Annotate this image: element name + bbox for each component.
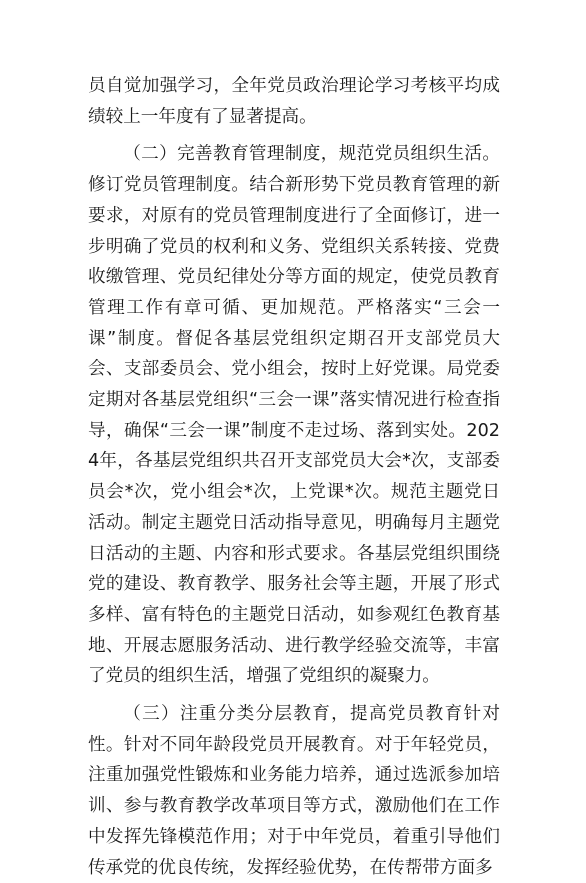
paragraph-continuation: 员自觉加强学习，全年党员政治理论学习考核平均成绩较上一年度有了显著提高。	[88, 76, 500, 127]
paragraph-section-2: （二）完善教育管理制度，规范党员组织生活。修订党员管理制度。结合新形势下党员教育管理的新要求，对原有的党员管理制度进行了全面修订，进一步明确了党员的权利和义务、党组织关系转接、党费收缴管理、党员纪律处分等方面的规定，使党员教育管理工作有章可循、更加规范。严格落实“三会一课”制度。督促各基层党组织定期召开支部党员大会、支部委员会、党小组会，按时上好党课。局党委定期对各基层党组织“三会一课”落实情况进行检查指导，确保“三会一课”制度不走过场、落到实处。2024年，各基层党组织共召开支部党员大会*次，支部委员会*次，党小组会*次，上党课*次。规范主题党日活动。制定主题党日活动指导意见，明确每月主题党日活动的主题、内容和形式要求。各基层党组织围绕党的建设、教育教学、服务社会等主题，开展了形式多样、富有特色的主题党日活动，如参观红色教育基地、开展志愿服务活动、进行教学经验交流等，丰富了党员的组织生活，增强了党组织的凝聚力。	[88, 144, 500, 687]
paragraph-section-3: （三）注重分类分层教育，提高党员教育针对性。针对不同年龄段党员开展教育。对于年轻党员，注重加强党性锻炼和业务能力培养，通过选派参加培训、参与教育教学改革项目等方式，激励他们在工作中发挥先锋模范作用；对于中年党员，着重引导他们传承党的优良传统，发挥经验优势，在传帮带方面多	[88, 704, 500, 878]
document-body	[88, 71, 500, 883]
